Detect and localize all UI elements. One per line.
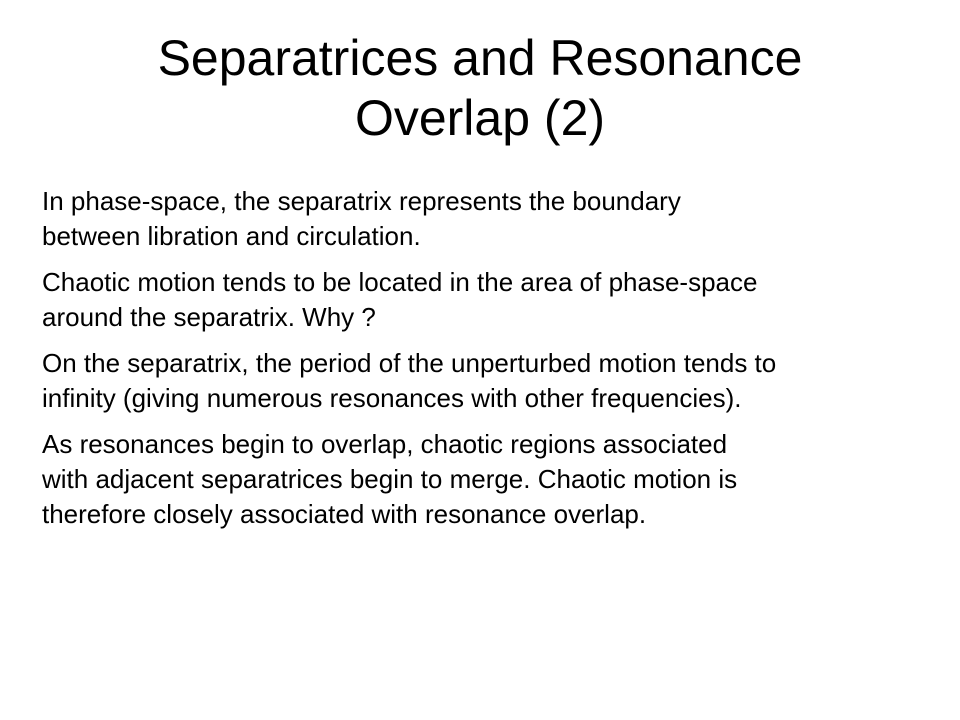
slide-body [42, 184, 952, 543]
slide-title [60, 28, 900, 148]
text-line: around the separatrix. Why ? [42, 302, 376, 332]
text-line: In phase-space, the separatrix represents the boundary [42, 186, 681, 216]
text-line: As resonances begin to overlap, chaotic regions associated [42, 429, 728, 459]
text-line: therefore closely associated with resonance overlap. [42, 499, 647, 529]
paragraph-separatrix-boundary [42, 184, 952, 254]
text-line: Chaotic motion tends to be located in the area of phase-space [42, 267, 758, 297]
paragraph-resonance-overlap [42, 427, 952, 532]
title-line: Overlap (2) [354, 90, 606, 146]
text-line: On the separatrix, the period of the unperturbed motion tends to [42, 348, 777, 378]
paragraph-chaotic-motion [42, 265, 952, 335]
paragraph-unperturbed-period [42, 346, 952, 416]
title-line: Separatrices and Resonance [157, 30, 803, 86]
text-line: infinity (giving numerous resonances with other frequencies). [42, 383, 742, 413]
text-line: between libration and circulation. [42, 221, 421, 251]
text-line: with adjacent separatrices begin to merge. Chaotic motion is [42, 464, 738, 494]
